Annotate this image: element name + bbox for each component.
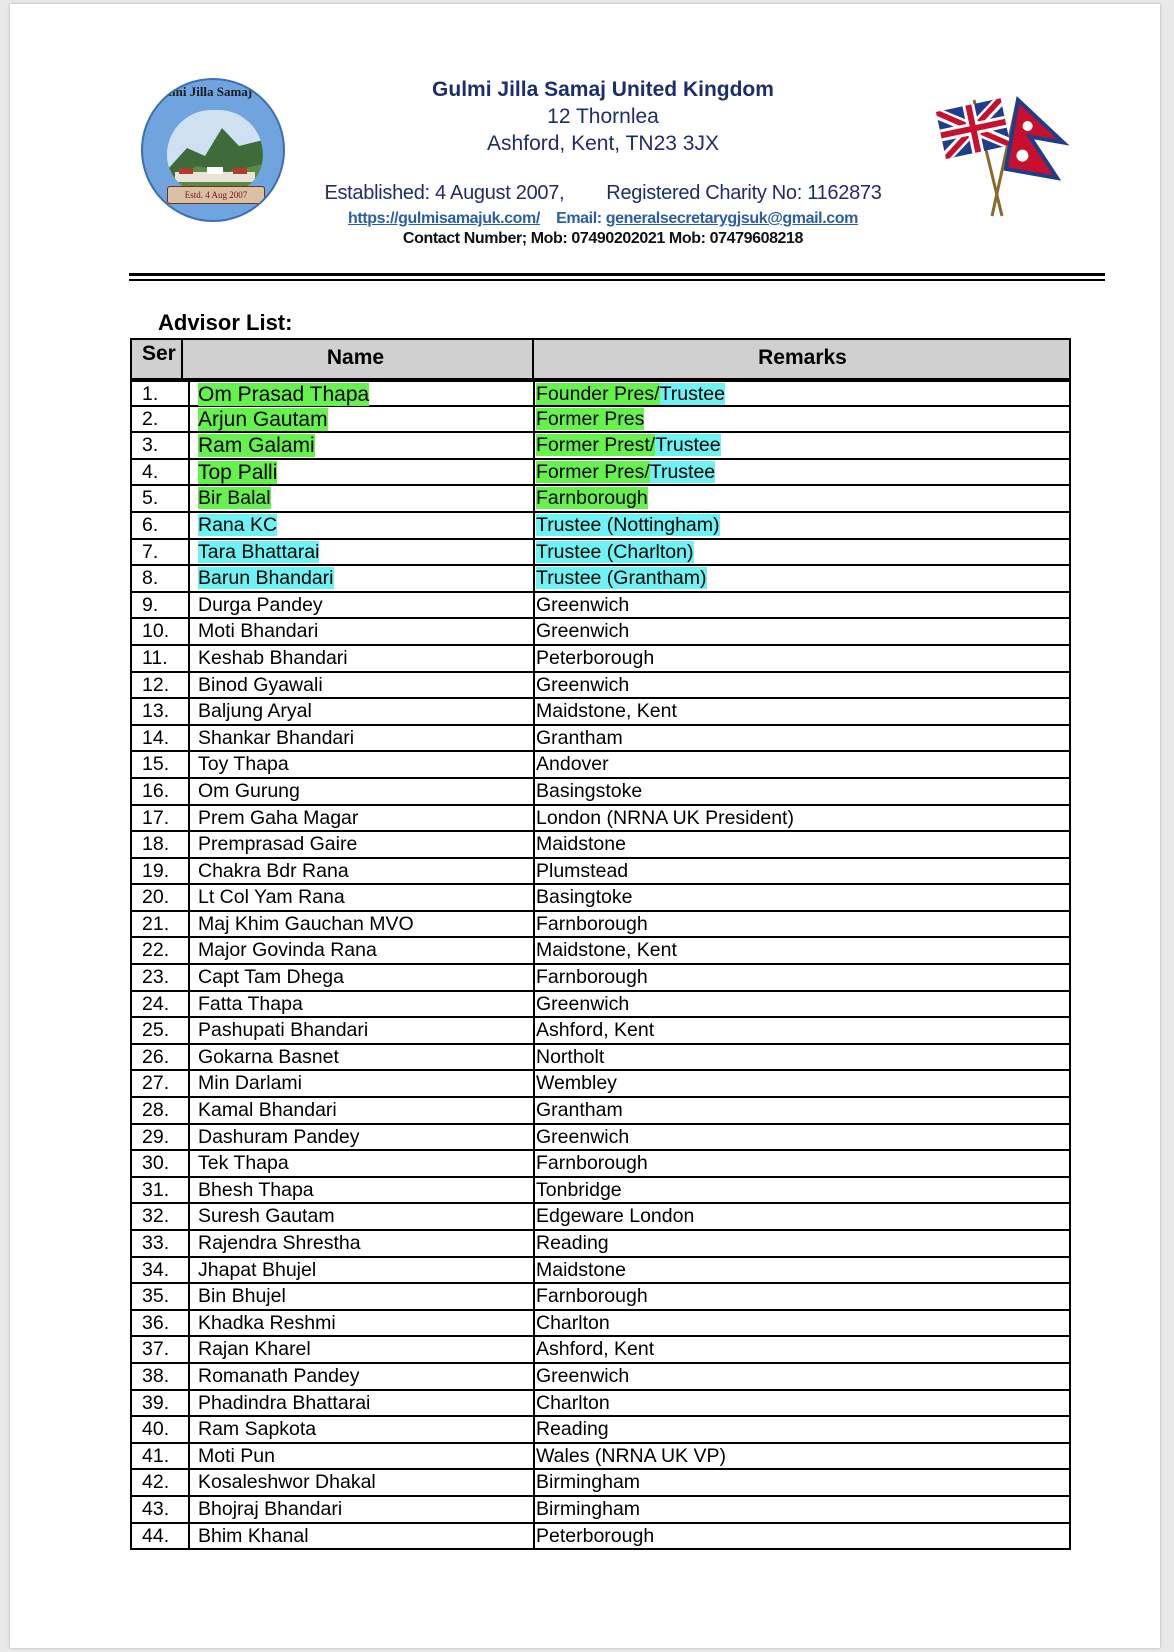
row-remarks [533, 1071, 1069, 1096]
address-line-1: 12 Thornlea [547, 105, 659, 128]
row-ser: 30. [142, 1152, 170, 1175]
row-remarks-text: Basingtoke [536, 886, 633, 909]
table-row [130, 486, 1071, 513]
table-row [130, 1311, 1071, 1338]
row-remarks [533, 1284, 1069, 1309]
established-date: Established: 4 August 2007, [324, 182, 565, 204]
table-row [130, 513, 1071, 540]
row-ser: 8. [142, 567, 159, 590]
row-remarks-text: Former Prest/ [536, 434, 656, 457]
row-name-text: Om Gurung [198, 779, 300, 802]
row-name [188, 806, 533, 831]
table-row [130, 673, 1071, 700]
row-remarks-text: Reading [536, 1418, 609, 1441]
row-ser: 23. [142, 966, 170, 989]
table-row [130, 1045, 1071, 1072]
address-line-2: Ashford, Kent, TN23 3JX [487, 132, 719, 155]
table-row [130, 1391, 1071, 1418]
charity-number: Registered Charity No: 1162873 [606, 182, 882, 204]
row-name [188, 1497, 533, 1522]
row-name [188, 1258, 533, 1283]
website-link[interactable]: https://gulmisamajuk.com/ [348, 210, 540, 227]
row-remarks-text: Maidstone [536, 833, 626, 856]
row-name [188, 486, 533, 511]
table-row [130, 619, 1071, 646]
row-ser: 42. [142, 1471, 170, 1494]
row-ser: 26. [142, 1045, 170, 1068]
row-remarks-trustee: Trustee [655, 434, 721, 457]
table-row [130, 380, 1071, 407]
row-name-text: Barun Bhandari [198, 567, 334, 590]
row-remarks-text: Farnborough [536, 966, 648, 989]
row-remarks [533, 382, 1069, 405]
row-remarks [533, 1417, 1069, 1442]
row-name [188, 1204, 533, 1229]
row-ser: 15. [142, 753, 170, 776]
table-row [130, 407, 1071, 434]
society-logo [141, 78, 285, 222]
row-name-text: Min Darlami [198, 1072, 303, 1095]
row-ser: 19. [142, 859, 170, 882]
row-name [188, 646, 533, 671]
row-remarks [533, 832, 1069, 857]
header-remarks: Remarks [532, 340, 1071, 378]
row-name [188, 460, 533, 485]
row-remarks [533, 699, 1069, 724]
web-contact-line [300, 210, 906, 228]
row-name-text: Binod Gyawali [198, 673, 323, 696]
row-name-text: Pashupati Bhandari [198, 1019, 369, 1042]
row-ser: 14. [142, 726, 170, 749]
row-remarks [533, 1311, 1069, 1336]
row-name [188, 593, 533, 618]
row-remarks [533, 992, 1069, 1017]
row-remarks [533, 1444, 1069, 1469]
row-name [188, 673, 533, 698]
table-row [130, 1098, 1071, 1125]
row-name [188, 912, 533, 937]
row-name [188, 965, 533, 990]
row-remarks-text: Maidstone, Kent [536, 939, 677, 962]
advisor-list-title: Advisor List: [158, 310, 293, 335]
row-ser: 16. [142, 779, 170, 802]
row-name [188, 619, 533, 644]
row-remarks-text: Farnborough [536, 912, 648, 935]
row-remarks [533, 460, 1069, 485]
table-row [130, 992, 1071, 1019]
row-name [188, 566, 533, 591]
row-name-text: Shankar Bhandari [198, 726, 355, 749]
row-remarks-text: Former Pres/ [536, 460, 650, 483]
row-remarks-text: Maidstone, Kent [536, 700, 677, 723]
row-name-text: Toy Thapa [198, 753, 289, 776]
row-remarks [533, 1045, 1069, 1070]
row-remarks-text: Reading [536, 1232, 609, 1254]
row-remarks [533, 566, 1069, 591]
row-name-text: Premprasad Gaire [198, 833, 358, 856]
header-divider-thin [129, 279, 1105, 281]
row-remarks [533, 1018, 1069, 1043]
row-remarks [533, 1337, 1069, 1362]
row-remarks-trustee: Trustee [649, 460, 716, 483]
table-row [130, 540, 1071, 567]
row-remarks-text: Birmingham [536, 1471, 641, 1494]
advisor-table-body [130, 380, 1071, 1550]
row-name-text: Suresh Gautam [198, 1205, 335, 1228]
row-name-text: Tek Thapa [198, 1152, 289, 1175]
row-remarks [533, 885, 1069, 910]
row-remarks-trustee: Trustee (Grantham) [536, 567, 707, 590]
row-remarks-text: Plumstead [536, 859, 629, 882]
row-name-text: Kosaleshwor Dhakal [198, 1471, 376, 1494]
row-ser: 33. [142, 1232, 170, 1254]
row-remarks [533, 779, 1069, 804]
table-row [130, 699, 1071, 726]
row-ser: 25. [142, 1019, 170, 1042]
table-header [130, 338, 1071, 380]
row-remarks-text: Greenwich [536, 1364, 630, 1387]
row-name-text: Rana KC [198, 513, 278, 536]
table-row [130, 1497, 1071, 1524]
table-row [130, 1337, 1071, 1364]
row-remarks-text: Greenwich [536, 593, 630, 616]
logo-banner: Estd. 4 Aug 2007 [167, 186, 265, 204]
table-row [130, 1018, 1071, 1045]
row-ser: 38. [142, 1364, 170, 1387]
row-name-text: Bhesh Thapa [198, 1178, 314, 1201]
row-name-text: Phadindra Bhattarai [198, 1391, 371, 1414]
table-row [130, 912, 1071, 939]
row-name-text: Bin Bhujel [198, 1285, 286, 1308]
table-row [130, 885, 1071, 912]
row-remarks [533, 1098, 1069, 1123]
table-row [130, 938, 1071, 965]
table-row [130, 433, 1071, 460]
row-ser: 41. [142, 1444, 170, 1467]
email-link[interactable]: generalsecretarygjsuk@gmail.com [605, 210, 858, 227]
row-name-text: Moti Bhandari [198, 620, 319, 643]
row-name [188, 1391, 533, 1416]
row-ser: 13. [142, 700, 170, 723]
row-remarks-text: Charlton [536, 1391, 610, 1414]
row-remarks [533, 1151, 1069, 1176]
row-remarks-text: Greenwich [536, 992, 630, 1015]
row-remarks [533, 1470, 1069, 1495]
row-ser: 39. [142, 1391, 170, 1414]
row-ser: 12. [142, 673, 170, 696]
row-ser: 21. [142, 912, 170, 935]
table-row [130, 859, 1071, 886]
row-remarks [533, 513, 1069, 538]
row-name-text: Rajendra Shrestha [198, 1232, 361, 1254]
row-ser: 11. [142, 646, 168, 669]
row-remarks [533, 646, 1069, 671]
row-name [188, 1337, 533, 1362]
row-remarks-text: Wembley [536, 1072, 617, 1095]
row-name-text: Jhapat Bhujel [198, 1258, 317, 1281]
logo-text: Gulmi Jilla Samaj UK [151, 84, 275, 99]
row-ser: 22. [142, 939, 170, 962]
row-name [188, 1045, 533, 1070]
row-name-text: Romanath Pandey [198, 1364, 360, 1387]
row-remarks [533, 1364, 1069, 1389]
row-ser: 44. [142, 1524, 170, 1547]
row-remarks-text: Farnborough [536, 1285, 648, 1308]
row-ser: 28. [142, 1099, 170, 1122]
row-name-text: Tara Bhattarai [198, 540, 320, 563]
row-name-text: Bir Balal [198, 487, 271, 510]
row-ser: 9. [142, 593, 159, 616]
row-remarks [533, 407, 1069, 432]
row-remarks-text: Basingstoke [536, 779, 643, 802]
table-row [130, 1444, 1071, 1471]
row-name [188, 1311, 533, 1336]
row-name [188, 832, 533, 857]
row-name [188, 938, 533, 963]
row-remarks [533, 1231, 1069, 1256]
row-remarks-text: Farnborough [536, 487, 648, 510]
table-row [130, 1151, 1071, 1178]
row-ser: 40. [142, 1418, 170, 1441]
contact-numbers: Contact Number; Mob: 07490202021 Mob: 07479608218 [402, 230, 804, 247]
row-name [188, 752, 533, 777]
email-label: Email: [556, 210, 602, 227]
row-name [188, 699, 533, 724]
row-remarks-text: Former Pres [536, 407, 645, 430]
row-remarks [533, 593, 1069, 618]
row-remarks [533, 965, 1069, 990]
row-remarks-text: Edgeware London [536, 1205, 695, 1228]
row-remarks-text: Farnborough [536, 1152, 648, 1175]
table-row [130, 1178, 1071, 1205]
row-name-text: Durga Pandey [198, 593, 323, 616]
row-ser: 2. [142, 407, 159, 430]
row-name [188, 407, 533, 432]
row-remarks-trustee: Trustee (Nottingham) [536, 513, 720, 536]
row-name [188, 1151, 533, 1176]
row-name-text: Capt Tam Dhega [198, 966, 344, 989]
row-name-text: Baljung Aryal [198, 700, 312, 723]
row-remarks-text: London (NRNA UK President) [536, 806, 794, 829]
row-name [188, 382, 533, 405]
table-row [130, 566, 1071, 593]
table-row [130, 1258, 1071, 1285]
row-remarks [533, 1391, 1069, 1416]
row-remarks-text: Ashford, Kent [536, 1338, 655, 1361]
row-ser: 32. [142, 1205, 170, 1228]
row-name [188, 1417, 533, 1442]
table-row [130, 726, 1071, 753]
table-row [130, 1364, 1071, 1391]
row-name-text: Top Palli [198, 460, 278, 484]
row-name-text: Rajan Kharel [198, 1338, 311, 1361]
row-ser: 37. [142, 1338, 170, 1361]
row-name-text: Maj Khim Gauchan MVO [198, 912, 414, 935]
table-row [130, 1204, 1071, 1231]
row-name [188, 513, 533, 538]
logo-mountain-scene [167, 110, 263, 194]
row-ser: 18. [142, 833, 170, 856]
row-remarks [533, 540, 1069, 565]
row-name-text: Kamal Bhandari [198, 1099, 337, 1122]
row-name-text: Moti Pun [198, 1444, 275, 1467]
row-name [188, 1284, 533, 1309]
row-name-text: Bhojraj Bhandari [198, 1497, 343, 1520]
header-name: Name [181, 340, 528, 378]
row-ser: 6. [142, 513, 159, 536]
row-remarks [533, 1125, 1069, 1150]
row-name [188, 1444, 533, 1469]
row-ser: 31. [142, 1178, 170, 1201]
table-row [130, 832, 1071, 859]
row-remarks-text: Ashford, Kent [536, 1019, 655, 1042]
row-ser: 34. [142, 1258, 170, 1281]
row-remarks [533, 1204, 1069, 1229]
row-remarks-trustee: Trustee (Charlton) [536, 540, 694, 563]
row-name-text: Dashuram Pandey [198, 1125, 360, 1148]
row-remarks [533, 752, 1069, 777]
header-ser: Ser [142, 342, 176, 365]
row-name [188, 726, 533, 751]
row-remarks [533, 806, 1069, 831]
crossed-flags-icon [932, 90, 1082, 220]
header-divider [129, 273, 1105, 276]
row-name [188, 1071, 533, 1096]
document-page [10, 4, 1160, 1648]
row-ser: 3. [142, 434, 159, 457]
row-ser: 5. [142, 487, 159, 510]
row-ser: 29. [142, 1125, 170, 1148]
table-row [130, 752, 1071, 779]
row-remarks-text: Peterborough [536, 1524, 655, 1547]
row-remarks-text: Charlton [536, 1311, 610, 1334]
row-remarks-text: Maidstone [536, 1258, 626, 1281]
row-remarks-text: Wales (NRNA UK VP) [536, 1444, 726, 1467]
row-name-text: Gokarna Basnet [198, 1045, 339, 1068]
table-row [130, 1231, 1071, 1258]
row-ser: 35. [142, 1285, 170, 1308]
table-row [130, 1524, 1071, 1551]
row-ser: 24. [142, 992, 170, 1015]
row-name-text: Om Prasad Thapa [198, 383, 370, 406]
row-name-text: Major Govinda Rana [198, 939, 377, 962]
row-remarks-text: Founder Pres/ [536, 383, 660, 405]
row-name-text: Fatta Thapa [198, 992, 303, 1015]
row-ser: 43. [142, 1497, 170, 1520]
row-name [188, 1470, 533, 1495]
row-remarks [533, 1524, 1069, 1549]
row-remarks-trustee: Trustee [659, 383, 725, 405]
row-remarks [533, 433, 1069, 458]
row-remarks-text: Greenwich [536, 1125, 630, 1148]
row-remarks-text: Grantham [536, 726, 623, 749]
row-name-text: Bhim Khanal [198, 1524, 309, 1547]
row-ser: 10. [142, 620, 170, 643]
row-ser: 20. [142, 886, 170, 909]
row-name-text: Prem Gaha Magar [198, 806, 359, 829]
row-name [188, 1178, 533, 1203]
table-row [130, 1284, 1071, 1311]
row-remarks-text: Tonbridge [536, 1178, 622, 1201]
row-name-text: Khadka Reshmi [198, 1311, 336, 1334]
row-name [188, 1018, 533, 1043]
row-remarks [533, 619, 1069, 644]
row-remarks-text: Greenwich [536, 620, 630, 643]
row-name [188, 859, 533, 884]
table-row [130, 646, 1071, 673]
row-name [188, 1524, 533, 1549]
row-name [188, 779, 533, 804]
row-remarks [533, 726, 1069, 751]
table-row [130, 593, 1071, 620]
row-remarks [533, 1178, 1069, 1203]
row-remarks-text: Birmingham [536, 1497, 641, 1520]
table-row [130, 1125, 1071, 1152]
row-name [188, 885, 533, 910]
row-remarks-text: Grantham [536, 1099, 623, 1122]
row-ser: 27. [142, 1072, 170, 1095]
row-name-text: Lt Col Yam Rana [198, 886, 345, 909]
table-row [130, 1470, 1071, 1497]
row-remarks [533, 673, 1069, 698]
row-name [188, 1125, 533, 1150]
row-name [188, 433, 533, 458]
table-row [130, 965, 1071, 992]
row-ser: 36. [142, 1311, 170, 1334]
row-ser: 1. [142, 383, 159, 405]
row-name [188, 1364, 533, 1389]
row-name [188, 1098, 533, 1123]
row-remarks [533, 486, 1069, 511]
row-name-text: Arjun Gautam [198, 407, 328, 431]
row-ser: 4. [142, 460, 159, 483]
table-row [130, 460, 1071, 487]
row-remarks-text: Northolt [536, 1045, 605, 1068]
row-remarks [533, 859, 1069, 884]
row-name-text: Ram Galami [198, 434, 315, 458]
table-row [130, 1071, 1071, 1098]
row-ser: 7. [142, 540, 159, 563]
row-remarks-text: Andover [536, 753, 609, 776]
row-name-text: Ram Sapkota [198, 1418, 317, 1441]
row-name [188, 992, 533, 1017]
row-remarks-text: Peterborough [536, 646, 655, 669]
table-row [130, 806, 1071, 833]
row-remarks [533, 938, 1069, 963]
table-row [130, 779, 1071, 806]
organization-name: Gulmi Jilla Samaj United Kingdom [432, 78, 774, 101]
row-remarks [533, 912, 1069, 937]
row-name [188, 1231, 533, 1256]
row-ser: 17. [142, 806, 170, 829]
row-name-text: Keshab Bhandari [198, 646, 348, 669]
registration-line [300, 182, 906, 205]
row-remarks-text: Greenwich [536, 673, 630, 696]
row-name [188, 540, 533, 565]
row-name-text: Chakra Bdr Rana [198, 859, 349, 882]
row-remarks [533, 1258, 1069, 1283]
table-row [130, 1417, 1071, 1444]
row-remarks [533, 1497, 1069, 1522]
